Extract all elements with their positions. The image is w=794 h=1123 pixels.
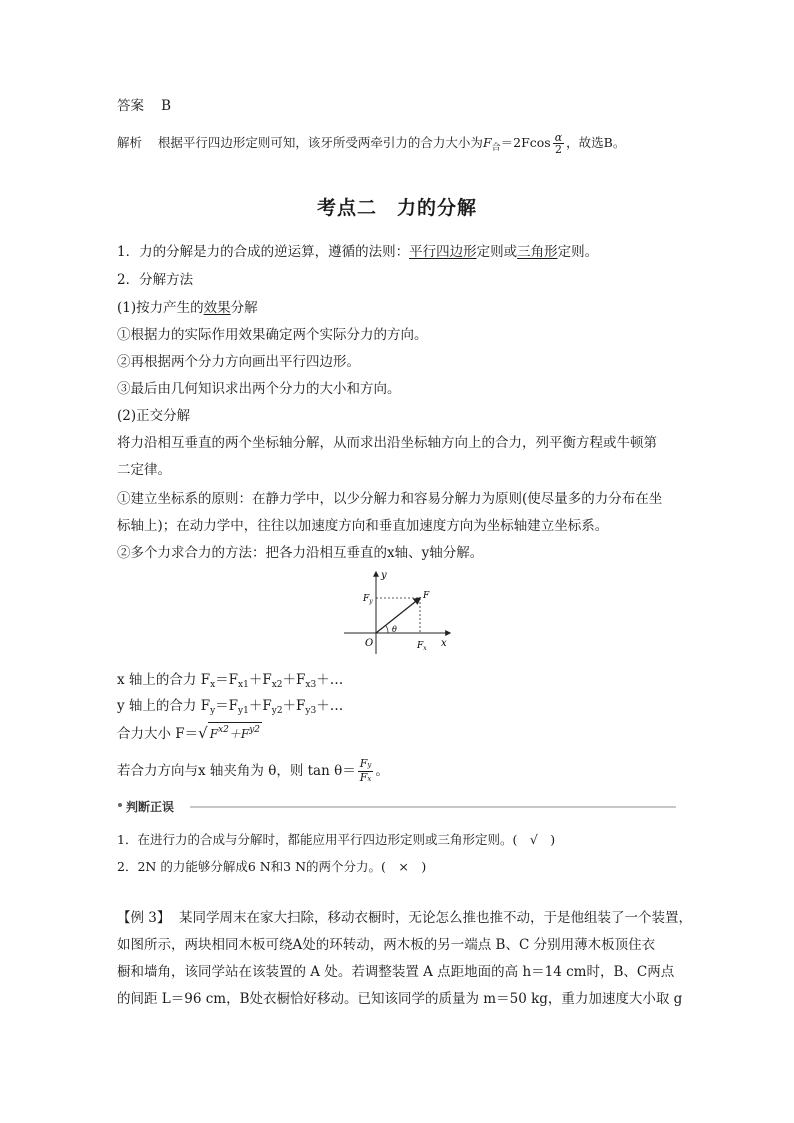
angle-arc (386, 626, 388, 633)
analysis-formula-lhs: F (482, 135, 492, 150)
answer-line (117, 96, 171, 116)
judge-item-2: 2．2N 的力能够分解成6 N和3 N的两个分力。( × ) (117, 859, 427, 874)
ortho-line-2: 二定律。 (117, 462, 171, 478)
step-1: ①根据力的实际作用效果确定两个实际分力的方向。 (117, 327, 428, 343)
analysis-line (117, 132, 625, 158)
analysis-formula-mid: ＝2Fcos (500, 135, 551, 150)
judge-bullet (118, 803, 122, 807)
equation-y: y 轴上的合力 $F_y=F_{y1}+F_{y2}+F_{y3}+\dots$ (117, 698, 344, 716)
section-title: 考点二 力的分解 (316, 197, 477, 219)
fy-label: $F_y$ (363, 594, 373, 605)
x-axis-label: x (441, 638, 447, 649)
analysis-formula-sub: 合 (491, 143, 501, 153)
tan-fraction: $\frac{Fy}{Fx}$ (359, 757, 372, 784)
force-vector (376, 598, 420, 633)
analysis-text-after: ，故选B。 (566, 135, 626, 150)
example-label: 【例 3】 (117, 910, 171, 926)
point-1: 1．力的分解是力的合成的逆运算，遵循的法则：平行四边形定则或三角形定则。 (117, 244, 599, 260)
ortho-line-1: 将力沿相互垂直的两个坐标轴分解，从而求出沿坐标轴方向上的合力，列平衡方程或牛顿第 (117, 435, 657, 451)
sqrt-radicand: $F^{x2}+F^{y2}$ (208, 722, 262, 741)
f-label: F (423, 591, 430, 601)
equation-angle: 若合力方向与x 轴夹角为 θ，则 tan θ＝ $\frac{Fy}{Fx}$ 。 (117, 757, 389, 784)
point-2: 2．分解方法 (117, 272, 194, 288)
sub-2-title: (2)正交分解 (117, 408, 191, 424)
sub-1-underline: 效果 (203, 300, 231, 316)
force-decomposition-diagram (338, 568, 458, 658)
judge-header: 判断正误 (126, 800, 175, 814)
judge-item-1: 1．在进行力的合成与分解时，都能应用平行四边形定则或三角形定则。( √ ) (117, 832, 556, 847)
example-line-2: 如图所示，两块相同木板可绕A处的环转动，两木板的另一端点 B、C 分别用薄木板顶住衣 (117, 937, 656, 953)
step-2: ②再根据两个分力方向画出平行四边形。 (117, 354, 360, 370)
judge-divider (190, 806, 676, 808)
point-1-underline-1: 平行四边形 (409, 244, 477, 260)
answer-value: B (161, 98, 172, 114)
equation-x: x 轴上的合力 $F_x=F_{x1}+F_{x2}+F_{x3}+\dots$ (117, 672, 344, 690)
y-axis-label: y (381, 570, 387, 581)
analysis-label: 解析 (117, 135, 143, 150)
point-1-underline-2: 三角形 (517, 244, 558, 260)
example-line-1: 【例 3】 某同学周末在家大扫除，移动衣橱时，无论怎么推也推不动，于是他组装了一个装置， (117, 910, 692, 926)
example-line-3: 橱和墙角，该同学站在该装置的 A 处。若调整装置 A 点距地面的高 h＝14 cm时，B、C两点 (117, 964, 675, 980)
fx-label: $F_x$ (417, 641, 427, 652)
sub-1-title: (1)按力产生的效果分解 (117, 300, 258, 316)
equation-magnitude: 合力大小 F＝√ $F^{x2}+F^{y2}$ (117, 724, 261, 742)
rule-1-line-1: ①建立坐标系的原则：在静力学中，以少分解力和容易分解力为原则(使尽量多的力分布在坐 (117, 491, 663, 507)
analysis-text: 根据平行四边形定则可知，该牙所受两牵引力的合力大小为 (157, 135, 483, 150)
analysis-fraction: $\frac{\alpha}{2}$ (554, 131, 563, 156)
origin-label: O (365, 638, 374, 649)
rule-2: ②多个力求合力的方法：把各力沿相互垂直的x轴、y轴分解。 (117, 545, 484, 561)
angle-label: θ (392, 625, 397, 634)
step-3: ③最后由几何知识求出两个分力的大小和方向。 (117, 381, 401, 397)
answer-label: 答案 (117, 98, 144, 114)
example-line-4: 的间距 L＝96 cm，B处衣橱恰好移动。已知该同学的质量为 m＝50 kg，重力加速度大小取 g (117, 991, 683, 1007)
rule-1-line-2: 标轴上)；在动力学中，往往以加速度方向和垂直加速度方向为坐标轴建立坐标系。 (117, 518, 609, 534)
